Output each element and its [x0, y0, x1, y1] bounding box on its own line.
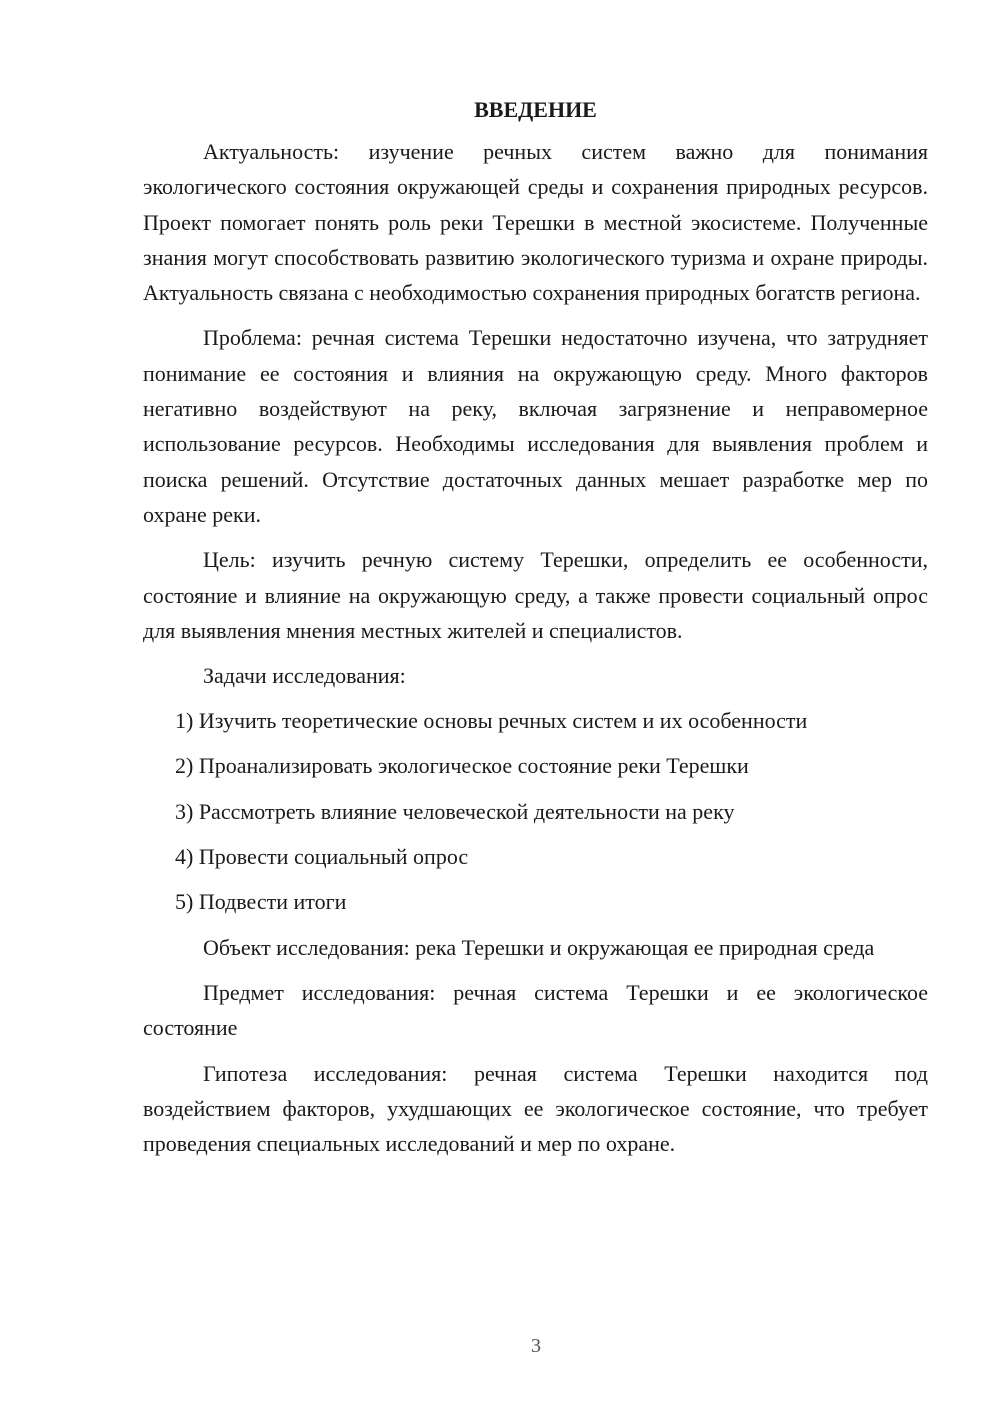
list-item: 2) Проанализировать экологическое состояние реки Терешки — [175, 753, 749, 779]
task-list — [143, 703, 928, 919]
list-item: 4) Провести социальный опрос — [175, 844, 469, 870]
page-number: 3 — [531, 1335, 541, 1357]
tasks-heading: Задачи исследования: — [203, 663, 406, 689]
list-item: 5) Подвести итоги — [175, 889, 347, 915]
goal-paragraph: Цель: изучить речную систему Терешки, определить ее особенности, состояние и влияние на окружающую среду, а также провести социальный опрос для выявления мнения местных жителей и специалистов. — [143, 547, 928, 643]
section-title: ВВЕДЕНИЕ — [474, 97, 597, 122]
problem-paragraph: Проблема: речная система Терешки недостаточно изучена, что затрудняет понимание ее состояния и влияния на окружающую среду. Много факторов негативно воздействуют на реку, включая загрязнение и неправомерное использование ресурсов. Необходимы исследования для выявления проблем и поиска решений. Отсутствие достаточных данных мешает разработке мер по охране реки. — [143, 325, 928, 527]
list-item: 1) Изучить теоретические основы речных систем и их особенности — [175, 708, 808, 734]
list-item: 3) Рассмотреть влияние человеческой деятельности на реку — [175, 798, 735, 824]
relevance-paragraph: Актуальность: изучение речных систем важно для понимания экологического состояния окружающей среды и сохранения природных ресурсов. Проект помогает понять роль реки Терешки в местной экосистеме. Полученные знания могут способствовать развитию экологического туризма и охране природы. Актуальность связана с необходимостью сохранения природных богатств региона. — [143, 139, 928, 306]
document-page — [143, 92, 928, 1171]
object-paragraph: Объект исследования: река Терешки и окружающая ее природная среда — [203, 934, 875, 960]
subject-paragraph: Предмет исследования: речная система Терешки и ее экологическое состояние — [143, 979, 928, 1041]
hypothesis-paragraph: Гипотеза исследования: речная система Терешки находится под воздействием факторов, ухудшающих ее экологическое состояние, что требует проведения специальных исследований и мер по охране. — [143, 1060, 928, 1157]
